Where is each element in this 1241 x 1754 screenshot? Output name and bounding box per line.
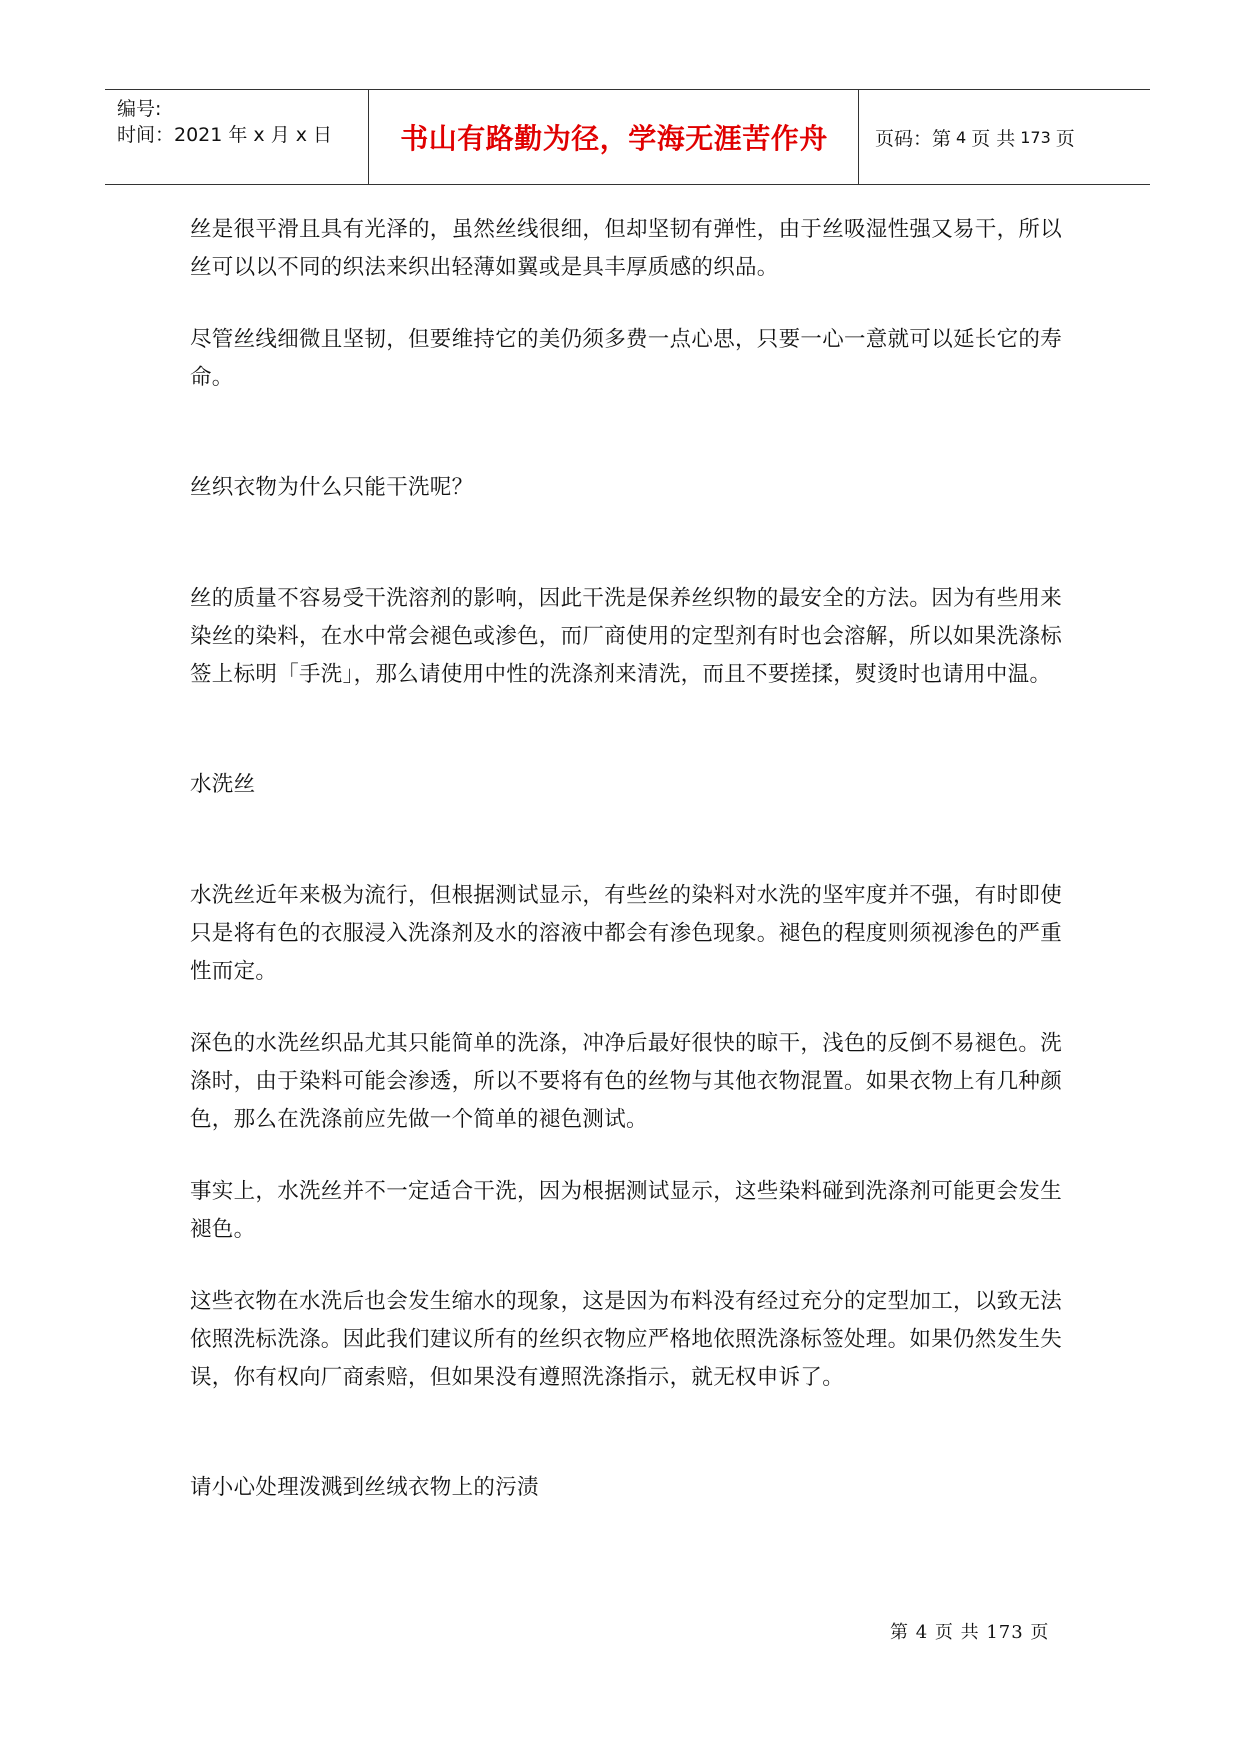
paragraph: 丝的质量不容易受干洗溶剂的影响，因此干洗是保养丝织物的最安全的方法。因为有些用来染丝的染料，在水中常会褪色或渗色，而厂商使用的定型剂有时也会溶解，所以如果洗涤标签上标明「手洗」，那么请使用中性的洗涤剂来清洗，而且不要搓揉，熨烫时也请用中温。 [190, 586, 1063, 687]
header-divider [858, 90, 859, 184]
paragraph: 丝是很平滑且具有光泽的，虽然丝线很细，但却坚韧有弹性，由于丝吸湿性强又易干，所以丝可以以不同的织法来织出轻薄如翼或是具丰厚质感的织品。 [190, 217, 1063, 280]
section-heading: 丝织衣物为什么只能干洗呢？ [190, 475, 474, 500]
paragraph: 尽管丝线细微且坚韧，但要维持它的美仍须多费一点心思，只要一心一意就可以延长它的寿命。 [190, 327, 1063, 390]
time-label: 时间：2021 年 x 月 x 日 [117, 124, 333, 146]
header-motto: 书山有路勤为径，学海无涯苦作舟 [400, 122, 828, 155]
header-page-info [875, 90, 1075, 184]
page-header [105, 89, 1150, 185]
section-heading: 请小心处理泼溅到丝绒衣物上的污渍 [190, 1475, 539, 1500]
header-divider [368, 90, 369, 184]
paragraph: 水洗丝近年来极为流行，但根据测试显示，有些丝的染料对水洗的坚牢度并不强，有时即使只是将有色的衣服浸入洗涤剂及水的溶液中都会有渗色现象。褪色的程度则须视渗色的严重性而定。 [190, 883, 1063, 984]
paragraph: 深色的水洗丝织品尤其只能简单的洗涤，冲净后最好很快的晾干，浅色的反倒不易褪色。洗涤时，由于染料可能会渗透，所以不要将有色的丝物与其他衣物混置。如果衣物上有几种颜色，那么在洗涤前应先做一个简单的褪色测试。 [190, 1031, 1063, 1132]
document-body [190, 211, 1070, 1507]
paragraph: 这些衣物在水洗后也会发生缩水的现象，这是因为布料没有经过充分的定型加工，以致无法依照洗标洗涤。因此我们建议所有的丝织衣物应严格地依照洗涤标签处理。如果仍然发生失误，你有权向厂商索赔，但如果没有遵照洗涤指示，就无权申诉了。 [190, 1289, 1063, 1390]
page-mid: 页 共 [971, 127, 1016, 150]
page-footer: 第 4 页 共 173 页 [890, 1622, 1050, 1643]
number-label: 编号: [117, 98, 162, 120]
page-total: 173 [1020, 127, 1051, 147]
page-number: 4 [956, 127, 967, 147]
header-meta [117, 96, 367, 148]
paragraph: 事实上，水洗丝并不一定适合干洗，因为根据测试显示，这些染料碰到洗涤剂可能更会发生褪色。 [190, 1179, 1063, 1242]
page-end: 页 [1055, 127, 1075, 150]
section-heading: 水洗丝 [190, 772, 256, 797]
page-label: 页码：第 [875, 127, 952, 150]
